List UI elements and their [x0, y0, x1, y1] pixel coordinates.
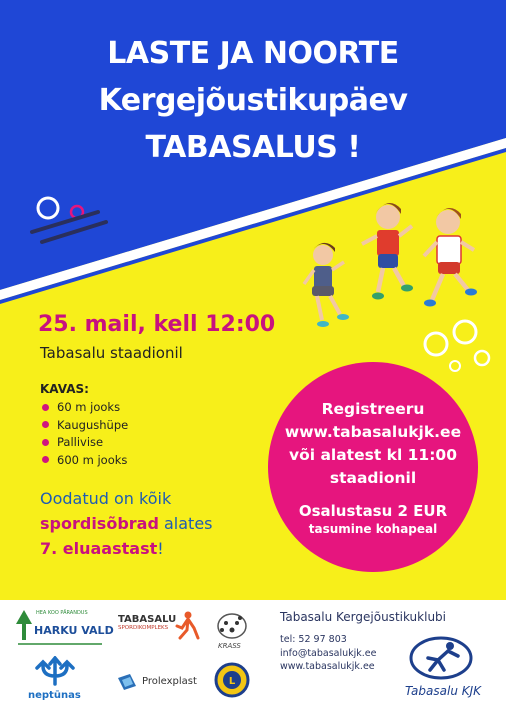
title-line-2: Kergejõustikupäev — [98, 83, 408, 118]
tabasalu-kjk-logo — [388, 636, 498, 708]
program-item-label: Kaugushüpe — [57, 417, 129, 432]
program-item — [40, 452, 128, 470]
invitation-highlight-1: spordisõbrad — [40, 514, 159, 533]
club-email[interactable]: info@tabasalukjk.ee — [280, 648, 377, 659]
lions-logo — [214, 660, 250, 704]
svg-text:L: L — [228, 676, 236, 687]
bullet-icon — [42, 404, 49, 411]
program-item — [40, 434, 128, 452]
prolexplast-text: Prolexplast — [142, 676, 197, 687]
kjk-text: Tabasalu KJK — [404, 684, 482, 698]
bullet-icon — [42, 421, 49, 428]
invitation-line-1: Oodatud on kõik — [40, 489, 172, 508]
bullet-icon — [42, 439, 49, 446]
bullet-icon — [42, 456, 49, 463]
neptunas-logo — [22, 656, 92, 708]
event-venue: Tabasalu staadionil — [40, 344, 183, 362]
sponsors-footer — [0, 600, 506, 714]
lions-emblem-icon — [214, 660, 250, 700]
registration-line-1: Registreeru — [321, 400, 425, 418]
runner-emblem-icon — [406, 636, 476, 680]
spordikompleks-text: SPORDIKOMPLEKS — [118, 625, 169, 631]
invitation-part-5: ! — [157, 539, 164, 558]
krass-text: KRASS — [218, 642, 241, 650]
registration-line-3: või alatest kl 11:00 — [288, 446, 457, 464]
club-name: Tabasalu Kergejõustikuklubi — [280, 610, 447, 624]
invitation-text — [40, 486, 213, 561]
harku-small-text: HEA KOO PÄRANDUS — [36, 610, 88, 616]
harku-vald-text: HARKU VALD — [34, 624, 114, 637]
participation-fee: Osalustasu 2 EUR — [298, 502, 448, 520]
event-date-time: 25. mail, kell 12:00 — [38, 312, 276, 337]
program-item-label: Pallivise — [57, 435, 104, 449]
tabasalu-sport-text: TABASALU — [118, 614, 177, 625]
sport-figure-icon — [174, 610, 200, 640]
registration-website[interactable]: www.tabasalukjk.ee — [284, 423, 462, 441]
harku-vald-logo — [14, 608, 114, 658]
club-phone[interactable]: tel: 52 97 803 — [280, 634, 347, 645]
invitation-part-3: alates — [164, 514, 213, 533]
program-item — [40, 399, 128, 417]
program-item-label: 60 m jooks — [57, 400, 121, 414]
krass-logo — [212, 608, 252, 654]
trident-icon — [30, 656, 80, 686]
fee-note: tasumine kohapeal — [308, 522, 438, 536]
club-website[interactable]: www.tabasalukjk.ee — [280, 661, 375, 672]
program-item — [40, 417, 128, 435]
title-line-1: LASTE JA NOORTE — [107, 36, 399, 71]
prolexplast-logo — [116, 672, 206, 696]
program-item-label: 600 m jooks — [57, 452, 128, 467]
invitation-line-2 — [40, 511, 213, 536]
neptunas-text: neptūnas — [28, 690, 81, 701]
tabasalu-spordikompleks-logo — [118, 614, 208, 654]
registration-circle — [268, 362, 478, 572]
title-line-3: TABASALUS ! — [145, 130, 361, 165]
dog-icon — [212, 608, 252, 642]
invitation-highlight-2: 7. eluaastast — [40, 539, 158, 558]
program-label: KAVAS: — [40, 382, 89, 396]
program-list — [40, 399, 128, 469]
prolexplast-icon — [116, 672, 138, 692]
registration-line-4: staadionil — [329, 469, 417, 487]
invitation-line-3 — [40, 536, 213, 561]
poster-title — [0, 30, 506, 171]
